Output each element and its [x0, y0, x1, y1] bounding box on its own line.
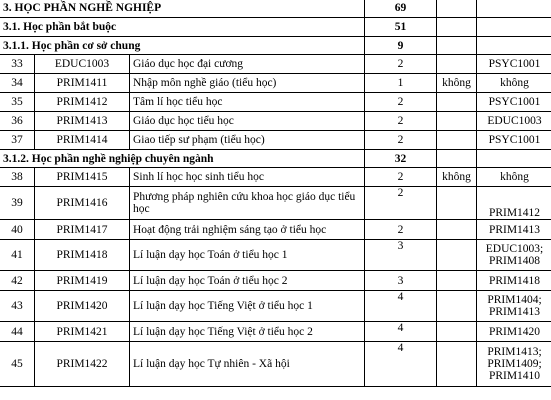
section-credits: 51	[365, 18, 437, 37]
prerequisite	[437, 322, 477, 342]
course-code: PRIM1422	[35, 342, 130, 387]
course-name: Lí luận dạy học Toán ở tiểu học 2	[130, 271, 365, 291]
section-title: 3. HỌC PHẦN NGHỀ NGHIỆP	[0, 0, 365, 18]
course-code: PRIM1413	[35, 112, 130, 131]
previous-course: EDUC1003; PRIM1408	[477, 240, 551, 271]
previous-course: PRIM1404; PRIM1413	[477, 291, 551, 322]
course-code: PRIM1418	[35, 240, 130, 271]
table-row	[0, 291, 551, 322]
previous-course: PSYC1001	[477, 55, 551, 74]
table-row	[0, 271, 551, 291]
course-credits: 4	[365, 322, 437, 342]
course-name: Tâm lí học tiểu học	[130, 93, 365, 112]
prerequisite: không	[437, 74, 477, 93]
course-name: Lí luận dạy học Tự nhiên - Xã hội	[130, 342, 365, 387]
row-number: 43	[0, 291, 35, 322]
previous-course: PRIM1412	[477, 187, 551, 220]
course-code: PRIM1416	[35, 187, 130, 220]
course-name: Sinh lí học học sinh tiểu học	[130, 168, 365, 187]
row-number: 38	[0, 168, 35, 187]
prerequisite	[437, 131, 477, 150]
previous-course: EDUC1003	[477, 112, 551, 131]
row-number: 33	[0, 55, 35, 74]
table-row	[0, 93, 551, 112]
prerequisite	[437, 187, 477, 220]
course-credits: 1	[365, 74, 437, 93]
course-credits: 2	[365, 93, 437, 112]
course-credits: 3	[365, 271, 437, 291]
course-code: PRIM1411	[35, 74, 130, 93]
course-name: Giáo dục học tiểu học	[130, 112, 365, 131]
course-code: PRIM1419	[35, 271, 130, 291]
section-row-3	[0, 0, 551, 18]
course-code: PRIM1417	[35, 220, 130, 240]
prerequisite	[437, 93, 477, 112]
course-name: Lí luận dạy học Tiếng Việt ở tiểu học 2	[130, 322, 365, 342]
row-number: 39	[0, 187, 35, 220]
course-credits: 2	[365, 187, 437, 220]
previous-course: PRIM1420	[477, 322, 551, 342]
course-code: PRIM1414	[35, 131, 130, 150]
course-name: Giao tiếp sư phạm (tiểu học)	[130, 131, 365, 150]
table-row	[0, 342, 551, 387]
course-code: PRIM1420	[35, 291, 130, 322]
course-name: Lí luận dạy học Toán ở tiểu học 1	[130, 240, 365, 271]
course-credits: 3	[365, 240, 437, 271]
course-credits: 2	[365, 55, 437, 74]
table-row	[0, 220, 551, 240]
section-row-3-1-1	[0, 37, 551, 55]
course-credits: 2	[365, 220, 437, 240]
prerequisite: không	[437, 168, 477, 187]
section-row-3-1-2	[0, 150, 551, 168]
course-credits: 2	[365, 112, 437, 131]
previous-course: PRIM1413; PRIM1409; PRIM1410	[477, 342, 551, 387]
prerequisite	[437, 271, 477, 291]
previous-course: PSYC1001	[477, 93, 551, 112]
previous-course: PRIM1418	[477, 271, 551, 291]
table-row	[0, 168, 551, 187]
course-name: Phương pháp nghiên cứu khoa học giáo dục tiểu học	[130, 187, 365, 220]
row-number: 42	[0, 271, 35, 291]
course-name: Hoạt động trải nghiệm sáng tạo ở tiểu học	[130, 220, 365, 240]
course-code: EDUC1003	[35, 55, 130, 74]
course-credits: 4	[365, 291, 437, 322]
table-row	[0, 55, 551, 74]
prerequisite	[437, 240, 477, 271]
table-row	[0, 240, 551, 271]
course-name: Nhập môn nghề giáo (tiểu học)	[130, 74, 365, 93]
course-credits: 4	[365, 342, 437, 387]
prerequisite	[437, 342, 477, 387]
prerequisite	[437, 291, 477, 322]
prerequisite	[437, 112, 477, 131]
row-number: 40	[0, 220, 35, 240]
course-credits: 2	[365, 168, 437, 187]
section-title: 3.1.2. Học phần nghề nghiệp chuyên ngành	[0, 150, 365, 168]
previous-course: không	[477, 74, 551, 93]
table-row	[0, 131, 551, 150]
row-number: 36	[0, 112, 35, 131]
row-number: 37	[0, 131, 35, 150]
previous-course: PSYC1001	[477, 131, 551, 150]
table-row	[0, 74, 551, 93]
course-name: Lí luận dạy học Tiếng Việt ở tiểu học 1	[130, 291, 365, 322]
course-code: PRIM1415	[35, 168, 130, 187]
prerequisite	[437, 55, 477, 74]
section-title: 3.1.1. Học phần cơ sở chung	[0, 37, 365, 55]
course-code: PRIM1412	[35, 93, 130, 112]
section-title: 3.1. Học phần bắt buộc	[0, 18, 365, 37]
section-credits: 9	[365, 37, 437, 55]
course-credits: 2	[365, 131, 437, 150]
row-number: 44	[0, 322, 35, 342]
table-row	[0, 112, 551, 131]
table-row	[0, 187, 551, 220]
section-credits: 32	[365, 150, 437, 168]
course-code: PRIM1421	[35, 322, 130, 342]
prerequisite	[437, 220, 477, 240]
table-row	[0, 322, 551, 342]
row-number: 45	[0, 342, 35, 387]
row-number: 35	[0, 93, 35, 112]
previous-course: PRIM1413	[477, 220, 551, 240]
previous-course: không	[477, 168, 551, 187]
course-name: Giáo dục học đại cương	[130, 55, 365, 74]
section-row-3-1	[0, 18, 551, 37]
row-number: 41	[0, 240, 35, 271]
row-number: 34	[0, 74, 35, 93]
section-credits: 69	[365, 0, 437, 18]
